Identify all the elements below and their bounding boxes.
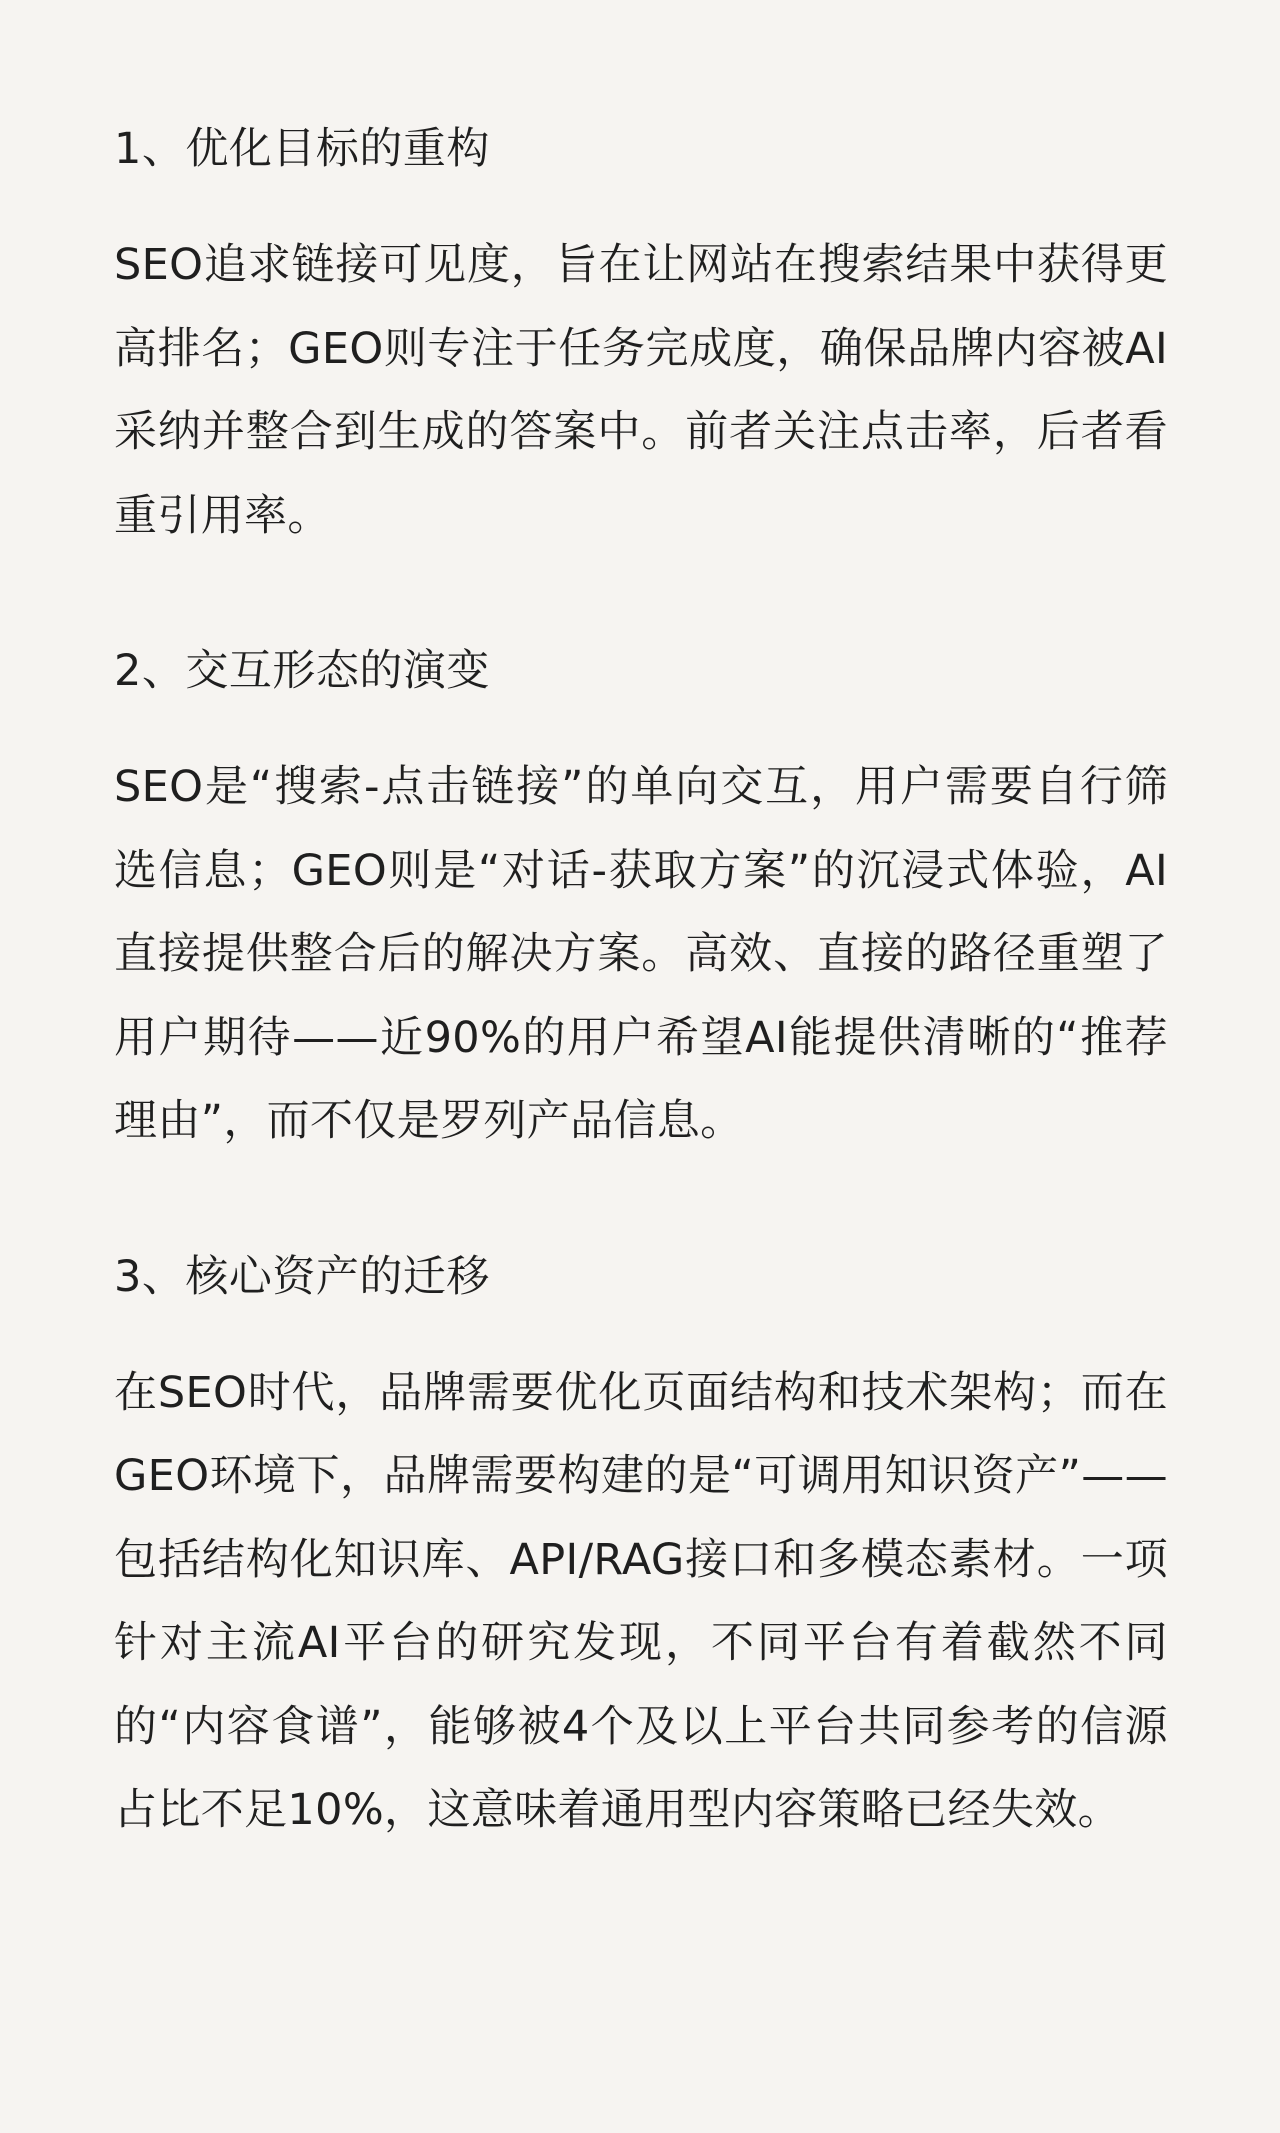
section-paragraph: SEO是“搜索-点击链接”的单向交互，用户需要自行筛选信息；GEO则是“对话-获取方案”的沉浸式体验，AI直接提供整合后的解决方案。高效、直接的路径重塑了用户期待——近90%的用户希望AI能提供清晰的“推荐理由”，而不仅是罗列产品信息。 bbox=[114, 762, 1168, 1146]
section-paragraph: SEO追求链接可见度，旨在让网站在搜索结果中获得更高排名；GEO则专注于任务完成度，确保品牌内容被AI采纳并整合到生成的答案中。前者关注点击率，后者看重引用率。 bbox=[114, 240, 1168, 541]
section-interaction-form bbox=[114, 640, 1168, 1164]
section-title: 2、交互形态的演变 bbox=[114, 646, 490, 696]
section-title: 1、优化目标的重构 bbox=[114, 124, 490, 174]
section-core-assets bbox=[114, 1246, 1168, 1853]
section-paragraph: 在SEO时代，品牌需要优化页面结构和技术架构；而在GEO环境下，品牌需要构建的是“可调用知识资产”——包括结构化知识库、API/RAG接口和多模态素材。一项针对主流AI平台的研究发现，不同平台有着截然不同的“内容食谱”，能够被4个及以上平台共同参考的信源占比不足10%，这意味着通用型内容策略已经失效。 bbox=[114, 1367, 1168, 1835]
section-optimization-goal bbox=[114, 118, 1168, 558]
section-title: 3、核心资产的迁移 bbox=[114, 1251, 490, 1302]
